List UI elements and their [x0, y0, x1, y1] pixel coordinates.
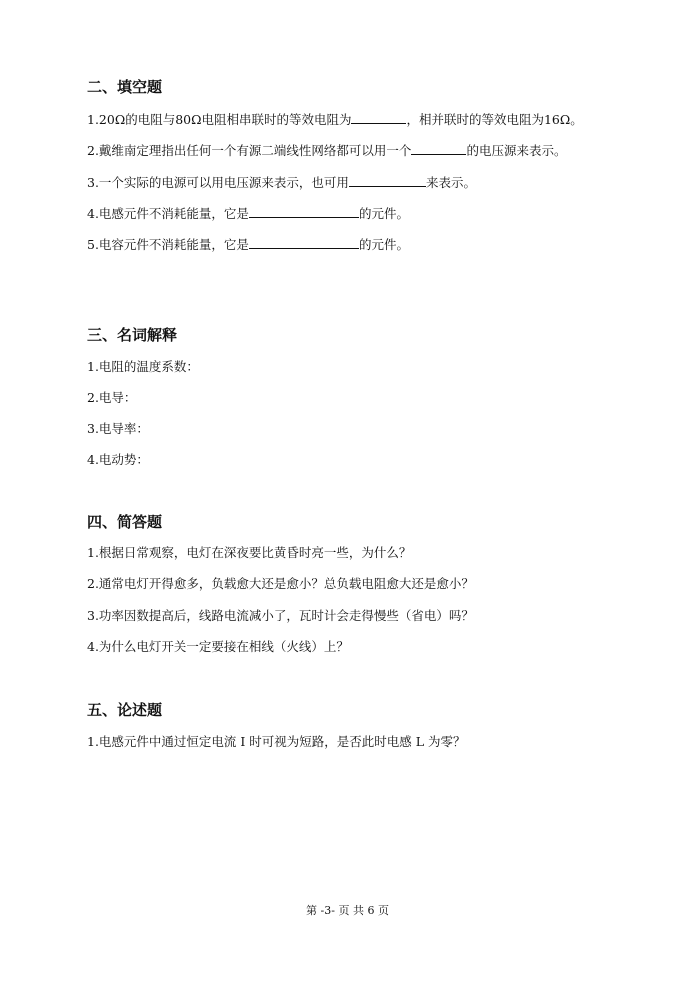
question: 1.根据日常观察，电灯在深夜要比黄昏时亮一些，为什么？ [87, 545, 412, 560]
question: 1.20Ω的电阻与80Ω电阻相串联时的等效电阻为 ，相并联时的等效电阻为16Ω。 [87, 112, 583, 127]
section-title: 三、名词解释 [87, 326, 178, 344]
question: 4.电动势： [87, 452, 149, 467]
answer-blank[interactable] [349, 173, 426, 187]
question: 2.戴维南定理指出任何一个有源二端线性网络都可以用一个 的电压源来表示。 [87, 143, 567, 158]
answer-blank[interactable] [411, 141, 466, 155]
question: 5.电容元件不消耗能量，它是 的元件。 [87, 237, 409, 252]
answer-blank[interactable] [249, 235, 359, 249]
page-footer: 第 -3- 页 共 6 页 [306, 904, 389, 917]
section-title: 五、论述题 [87, 701, 163, 719]
question: 2.通常电灯开得愈多，负载愈大还是愈小？总负载电阻愈大还是愈小？ [87, 576, 474, 591]
answer-blank[interactable] [249, 204, 359, 218]
answer-blank[interactable] [351, 110, 406, 124]
question: 1.电感元件中通过恒定电流 I 时可视为短路，是否此时电感 L 为零？ [87, 734, 466, 749]
question: 4.为什么电灯开关一定要接在相线（火线）上？ [87, 639, 349, 654]
question: 3.功率因数提高后，线路电流减小了，瓦时计会走得慢些（省电）吗？ [87, 608, 474, 623]
question: 4.电感元件不消耗能量，它是 的元件。 [87, 206, 409, 221]
question: 2.电导： [87, 390, 137, 405]
section-title: 四、简答题 [87, 513, 163, 531]
question: 3.电导率： [87, 421, 149, 436]
question: 3.一个实际的电源可以用电压源来表示，也可用 来表示。 [87, 175, 476, 190]
section-title: 二、填空题 [87, 78, 163, 96]
question: 1.电阻的温度系数： [87, 359, 199, 374]
